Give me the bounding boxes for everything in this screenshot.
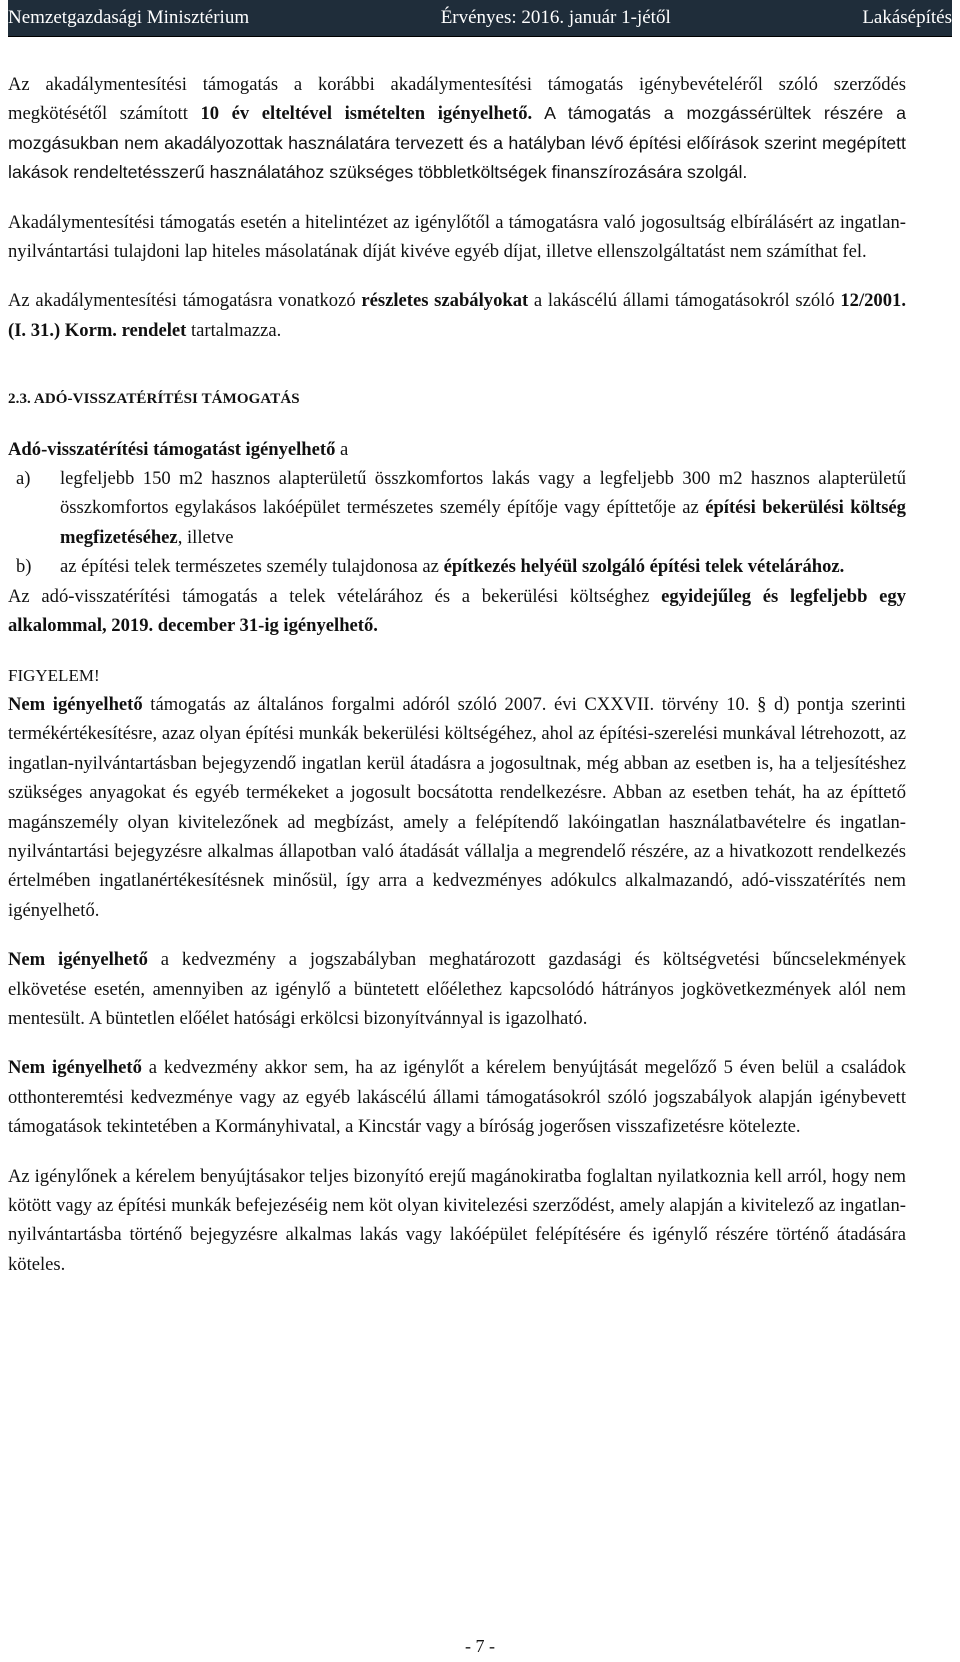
list-marker: b) — [16, 556, 32, 578]
paragraph-detailed-rules: Az akadálymentesítési támogatásra vonatkozó részletes szabályokat a lakáscélú állami támogatásokról szóló 12/2001. (I. 31.) Korm. rendelet tartalmazza. — [8, 290, 906, 341]
paragraph-criminal-exclusion: Nem igényelhető a kedvezmény a jogszabályban meghatározott gazdasági és költségvetési bűncselekmények elkövetése esetén, amennyiben az igénylő a büntetett előélethez kapcsolódó hátrányos jogkövetkezmények alól nem mentesült. A büntetlen előélet hatósági erkölcsi bizonyítvánnyal is igazolható. — [8, 949, 906, 1029]
list-marker: a) — [16, 468, 31, 490]
section-title: 2.3. ADÓ-VISSZATÉRÍTÉSI TÁMOGATÁS — [8, 391, 300, 408]
paragraph-eligibility-intro: Adó-visszatérítési támogatást igényelhető a — [8, 438, 349, 460]
warning-label: FIGYELEM! — [8, 665, 100, 685]
paragraph-vat-exclusion: Nem igényelhető támogatás az általános forgalmi adóról szóló 2007. évi CXXVII. törvény 10. § d) pontja szerinti termékértékesítésre, azaz olyan építési munkák bekerülési költségéhez, ahol az építési-szerelési munkával létrehozott, az ingatlan-nyilvántartásban bejegyzendő ingatlan kerül átadásra a jogosultnak, még abban az esetben is, ha a teljesítéshez szükséges anyagokat és egyéb termékeket a jogosult bocsátotta rendelkezésre. Abban az esetben tehát, ha az építtető magánszemély olyan kivitelezőnek ad megbízást, amely a felépítendő lakóingatlan használatbavételre és ingatlan-nyilvántartási bejegyzésre alkalmas állapotban való átadását vállalja a megrendelő részére, az a hivatkozott rendelkezés értelmében ingatlanértékesítésnek minősül, így arra a kedvezményes adókulcs alkalmazandó, adó-visszatérítés nem igényelhető. — [8, 693, 906, 921]
paragraph-bank-fees: Akadálymentesítési támogatás esetén a hitelintézet az igénylőtől a támogatásra való jogosultság elbírálásért az ingatlan-nyilvántartási tulajdoni lap hiteles másolatának díját kivéve egyéb díjat, illetve ellenszolgáltatást nem számíthat fel. — [8, 211, 906, 263]
list-item: b) az építési telek természetes személy tulajdonosa az építkezés helyéül szolgáló építési telek vételárához. — [8, 552, 906, 581]
paragraph-repayment-exclusion: Nem igényelhető a kedvezmény akkor sem, ha az igénylőt a kérelem benyújtását megelőző 5 éven belül a családok otthonteremtési kedvezménye vagy az egyéb lakáscélú állami támogatásokról szóló jogszabályok alapján igénybevett támogatások tekintetében a Kormányhivatal, a Kincstár vagy a bíróság jogerősen visszafizetésre kötelezte. — [8, 1057, 906, 1138]
list-item: a) legfeljebb 150 m2 hasznos alapterületű összkomfortos lakás vagy a legfeljebb 300 m2 hasznos alapterületű összkomfortos egylakásos lakóépület természetes személy építője vagy építtetője az építési bekerülési költség megfizetéséhez, illetve — [8, 464, 906, 552]
page-number: - 7 - — [465, 1636, 495, 1656]
header-validity: Érvényes: 2016. január 1-jétől — [440, 7, 671, 28]
header-topic: Lakásépítés — [862, 7, 952, 28]
paragraph-declaration: Az igénylőnek a kérelem benyújtásakor teljes bizonyító erejű magánokiratba foglaltan nyilatkoznia kell arról, hogy nem kötött vagy az építési munkák befejezéséig nem köt olyan kivitelezési szerződést, amely alapján a kivitelező az ingatlan-nyilvántartásba történő bejegyzésre alkalmas lakás vagy lakóépület felépítésére és igénylő részére történő átadására köteles. — [8, 1165, 906, 1275]
header-ministry: Nemzetgazdasági Minisztérium — [8, 7, 250, 28]
eligibility-list — [8, 464, 906, 582]
paragraph-accessibility-intro: Az akadálymentesítési támogatás a korábbi akadálymentesítési támogatás igénybevételéről szóló szerződés megkötésétől számított 10 év elteltével ismételten igényelhető. A támogatás a mozgássérültek részére a mozgásukban nem akadályozottak használatára tervezett és a hatályban lévő építési előírások szerint megépített lakások rendeltetésszerű használatához szükséges többletköltségek finanszírozására szolgál. — [8, 74, 906, 183]
document-body — [8, 70, 906, 1279]
page-header — [8, 0, 952, 37]
paragraph-deadline: Az adó-visszatérítési támogatás a telek vételárához és a bekerülési költséghez egyidejűleg és legfeljebb egy alkalommal, 2019. december 31-ig igényelhető. — [8, 585, 907, 637]
